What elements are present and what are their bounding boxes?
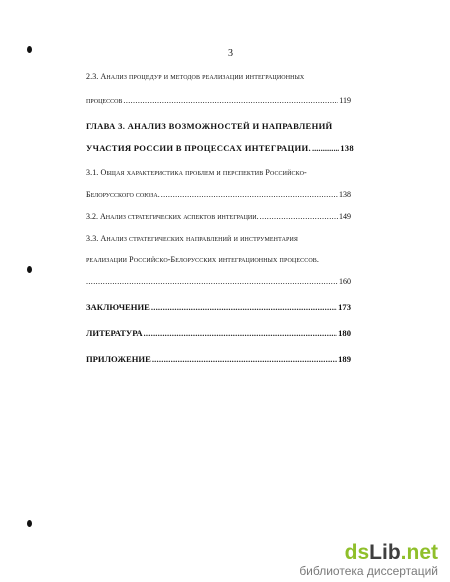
toc-appendix-row <box>86 354 351 364</box>
toc-entry-3-2-row <box>86 212 351 221</box>
toc-chapter-3-title: ГЛАВА 3. АНАЛИЗ ВОЗМОЖНОСТЕЙ И НАПРАВЛЕНИЙ <box>86 121 333 131</box>
leader-dots <box>161 190 338 199</box>
toc-entry-3-1-row <box>86 190 351 199</box>
toc-entry-3-3-row <box>86 277 351 286</box>
toc-entry-3-3-title-cont: реализации Российско-Белорусских интеграционных процессов. <box>86 255 319 264</box>
leader-dots <box>152 354 337 364</box>
leader-dots <box>312 143 339 153</box>
toc-appendix-page: 189 <box>338 354 351 364</box>
leader-dots <box>260 212 338 221</box>
toc-entry-2-3-page: 119 <box>339 96 351 105</box>
toc-literature-row <box>86 328 351 338</box>
toc-chapter-3-row <box>86 143 354 153</box>
toc-conclusion-title: ЗАКЛЮЧЕНИЕ <box>86 302 150 312</box>
toc-appendix-title: ПРИЛОЖЕНИЕ <box>86 354 151 364</box>
toc-entry-3-1-page: 138 <box>339 190 351 199</box>
leader-dots <box>86 277 338 286</box>
punch-hole-mark <box>27 266 32 273</box>
toc-entry-3-2-page: 149 <box>339 212 351 221</box>
toc-conclusion-page: 173 <box>338 302 351 312</box>
toc-entry-2-3-title: 2.3. Анализ процедур и методов реализации интеграционных <box>86 72 305 81</box>
toc-entry-3-3-page: 160 <box>339 277 351 286</box>
leader-dots <box>151 302 337 312</box>
dslib-watermark <box>299 542 438 578</box>
toc-entry-3-2-title: 3.2. Анализ стратегических аспектов интеграции. <box>86 212 259 221</box>
toc-entry-2-3-title-cont: процессов <box>86 96 123 105</box>
toc-conclusion-row <box>86 302 351 312</box>
toc-entry-2-3-row <box>86 96 351 105</box>
toc-entry-3-1-title: 3.1. Общая характеристика проблем и перспектив Российско- <box>86 168 307 177</box>
punch-hole-mark <box>27 46 32 53</box>
toc-chapter-3-page: 138 <box>340 143 354 153</box>
leader-dots <box>123 96 338 105</box>
dslib-logo: dsLib.net <box>344 541 438 564</box>
page-number: 3 <box>228 48 233 59</box>
toc-entry-3-1-title-cont: Белорусского союза. <box>86 190 160 199</box>
toc-literature-title: ЛИТЕРАТУРА <box>86 328 143 338</box>
toc-entry-3-3-title: 3.3. Анализ стратегических направлений и инструментария <box>86 234 298 243</box>
dslib-subtitle: библиотека диссертаций <box>299 564 438 578</box>
toc-chapter-3-title-cont: УЧАСТИЯ РОССИИ В ПРОЦЕССАХ ИНТЕГРАЦИИ. <box>86 143 311 153</box>
leader-dots <box>144 328 338 338</box>
punch-hole-mark <box>27 520 32 527</box>
toc-literature-page: 180 <box>338 328 351 338</box>
